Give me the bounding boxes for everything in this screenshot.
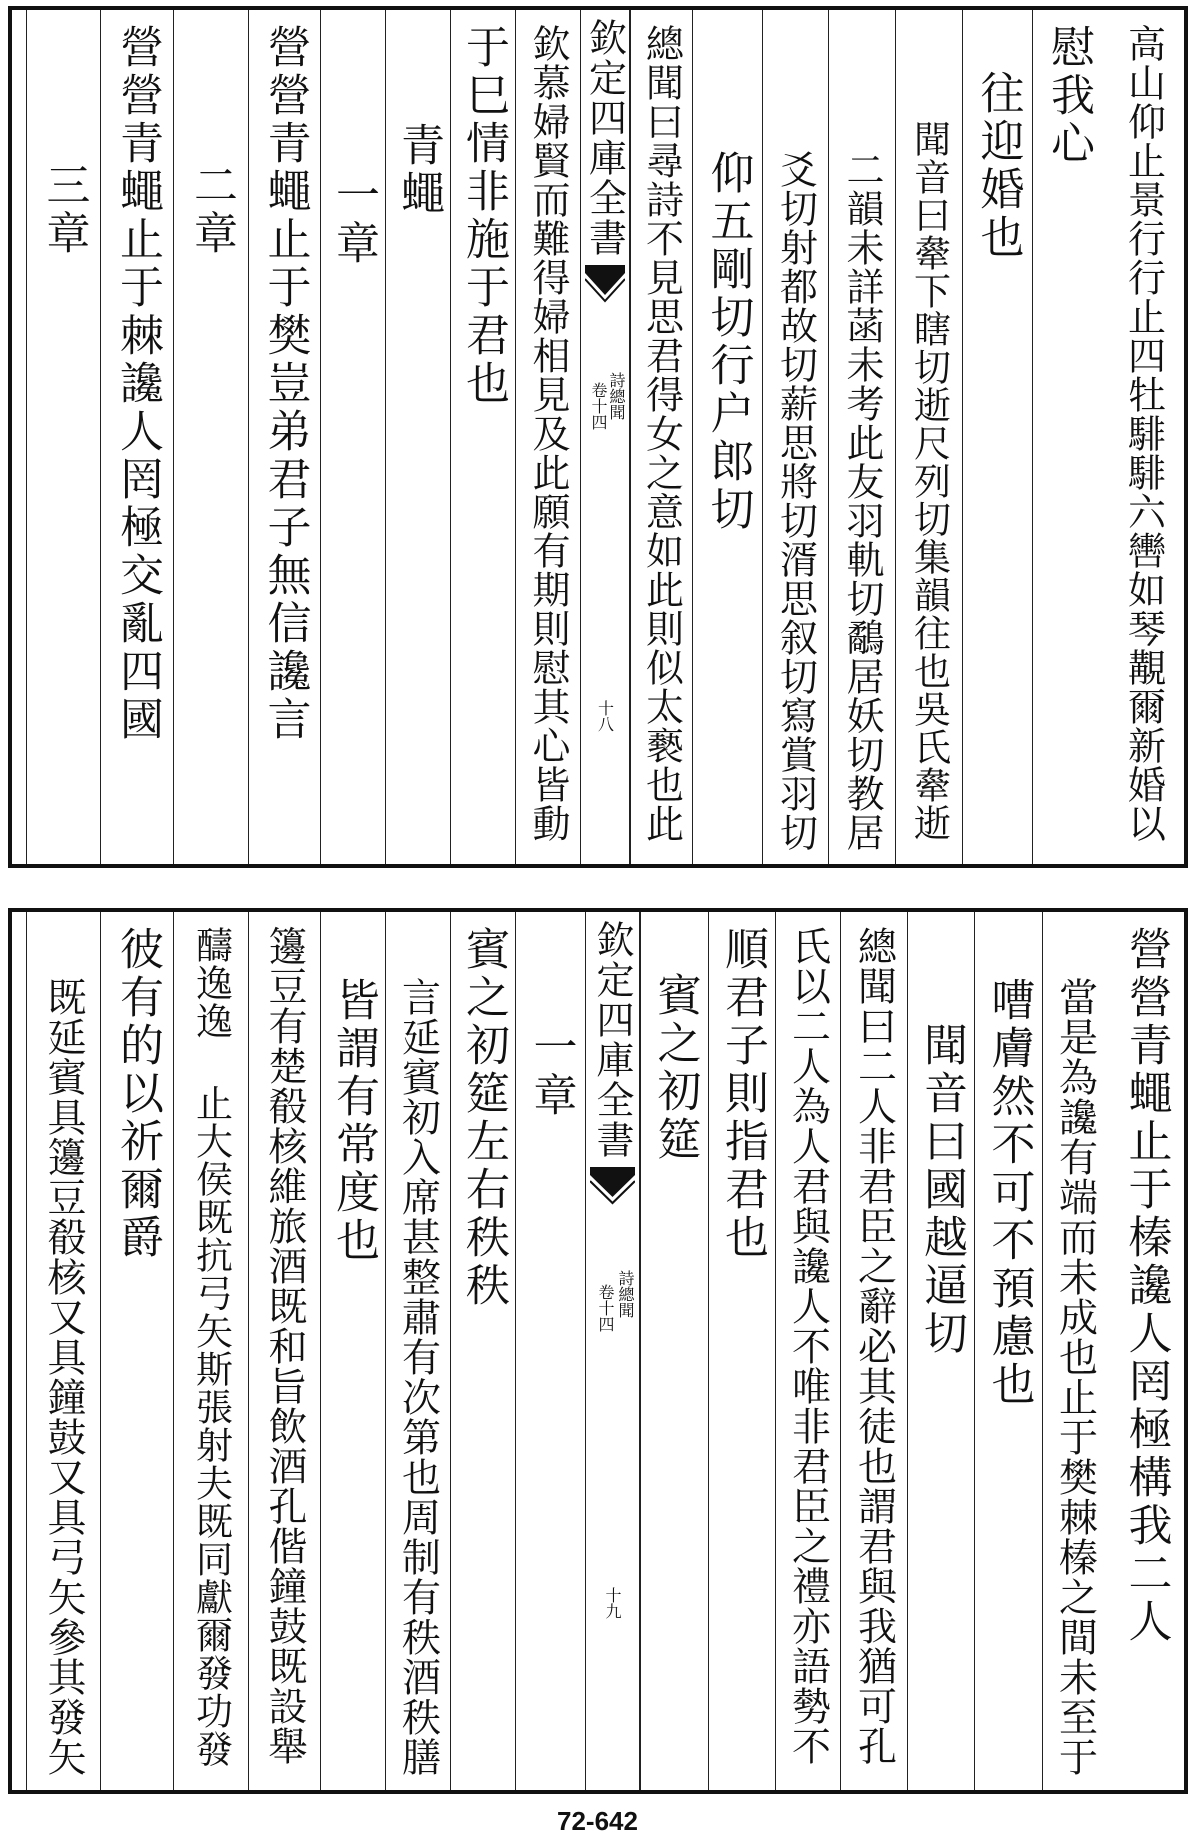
column-text: 于巳情非施于君也 bbox=[458, 24, 509, 408]
column-text: 總聞曰二人非君臣之辭必其徒也謂君與我猶可孔 bbox=[851, 926, 897, 1766]
text-column bbox=[828, 10, 895, 864]
book-name: 詩總聞 bbox=[616, 1270, 635, 1318]
column-text: 爻切射都故切薪思將切湑思叙切寫賞羽切 bbox=[773, 150, 818, 852]
text-column bbox=[385, 912, 450, 1790]
column-text: 總聞曰尋詩不見思君得女之意如此則似太褻也此 bbox=[639, 24, 684, 843]
text-column bbox=[1107, 912, 1184, 1790]
column-text: 營營青蠅止于榛讒人罔極構我二人 bbox=[1120, 926, 1172, 1646]
text-column bbox=[320, 10, 385, 864]
book-name: 詩總聞 bbox=[607, 372, 626, 420]
column-text: 一章 bbox=[525, 1024, 577, 1120]
text-column bbox=[907, 912, 974, 1790]
column-text: 二韻未詳菡未考此友羽軌切鷸居妖切教居 bbox=[840, 150, 884, 852]
book-title: 欽定四庫全書 bbox=[590, 920, 634, 1160]
column-text: 聞音曰舝下瞎切逝尺列切集韻往也吳氏舝逝 bbox=[907, 120, 951, 842]
page-panel-top bbox=[8, 6, 1188, 868]
text-column bbox=[320, 912, 385, 1790]
column-text: 皆謂有常度也 bbox=[328, 977, 379, 1265]
text-column bbox=[762, 10, 828, 864]
column-text: 言延賓初入席甚整肅有次第也周制有秩酒秩膳 bbox=[395, 977, 441, 1777]
column-text: 籩豆有楚殽核維旅酒既和旨飲酒孔偕鐘鼓既設舉 bbox=[262, 926, 307, 1766]
center-fold bbox=[585, 912, 640, 1790]
column-text: 當是為讒有端而未成也止于樊棘榛之間未至于 bbox=[1052, 977, 1098, 1777]
page-reference: 72-642 bbox=[557, 1806, 638, 1836]
text-column bbox=[100, 10, 173, 864]
column-text: 賓之初筵左右秩秩 bbox=[458, 926, 509, 1310]
column-text: 既延賓具籩豆殽核又具鐘鼓又具弓矢參其發矢 bbox=[41, 977, 86, 1777]
volume-label: 卷十四 bbox=[596, 1284, 615, 1332]
column-text: 嘈膚然不可不預慮也 bbox=[983, 977, 1035, 1409]
center-fold bbox=[580, 10, 630, 864]
page-number: 十九 bbox=[603, 1587, 622, 1619]
text-column bbox=[385, 10, 450, 864]
page-panel-bottom bbox=[8, 908, 1188, 1794]
column-text: 氏以二人為人君與讒人不唯非君臣之禮亦語勢不 bbox=[785, 926, 831, 1766]
text-column bbox=[1103, 10, 1184, 864]
text-column bbox=[692, 10, 762, 864]
text-column bbox=[974, 912, 1042, 1790]
column-text: 二章 bbox=[186, 162, 237, 258]
column-text: 聞音曰國越逼切 bbox=[916, 1022, 967, 1358]
column-text: 一章 bbox=[328, 172, 379, 268]
text-column bbox=[630, 10, 692, 864]
column-text: 仰五剛切行户郎切 bbox=[702, 150, 754, 534]
column-text: 營營青蠅止于棘讒人罔極交亂四國 bbox=[112, 24, 163, 744]
column-text: 順君子則指君也 bbox=[717, 926, 768, 1262]
text-column bbox=[248, 912, 320, 1790]
text-column bbox=[173, 912, 248, 1790]
text-column bbox=[173, 10, 248, 864]
text-column bbox=[515, 10, 580, 864]
text-column bbox=[708, 912, 775, 1790]
text-column bbox=[26, 10, 100, 864]
column-text: 營營青蠅止于樊豈弟君子無信讒言 bbox=[259, 24, 311, 744]
text-column bbox=[895, 10, 962, 864]
column-text: 醻逸逸 止大侯既抗弓矢斯張射夫既同獻爾發功發 bbox=[189, 926, 233, 1768]
text-column bbox=[450, 912, 515, 1790]
text-column bbox=[450, 10, 515, 864]
text-column bbox=[1042, 912, 1107, 1790]
column-text: 彼有的以祈爾爵 bbox=[112, 926, 163, 1262]
volume-label: 卷十四 bbox=[589, 382, 608, 430]
column-text: 三章 bbox=[38, 162, 90, 258]
column-text: 高山仰止景行行止四牡騑騑六轡如琴覯爾新婚以 bbox=[1121, 24, 1166, 843]
text-column bbox=[840, 912, 907, 1790]
column-text: 賓之初筵 bbox=[649, 972, 701, 1164]
text-column bbox=[100, 912, 173, 1790]
fish-tail-ornament bbox=[590, 1167, 635, 1205]
text-column bbox=[26, 912, 100, 1790]
text-column bbox=[515, 912, 585, 1790]
text-column bbox=[640, 912, 708, 1790]
text-column bbox=[775, 912, 840, 1790]
text-column bbox=[962, 10, 1032, 864]
column-text: 欽慕婦賢而難得婦相見及此願有期則慰其心皆動 bbox=[526, 24, 570, 843]
page-number: 十八 bbox=[595, 700, 615, 732]
column-text: 慰我心 bbox=[1043, 24, 1094, 168]
fish-tail-ornament bbox=[585, 265, 625, 303]
book-title: 欽定四庫全書 bbox=[582, 18, 627, 258]
column-text: 青蠅 bbox=[393, 122, 444, 218]
column-text: 往迎婚也 bbox=[972, 70, 1024, 262]
text-column bbox=[1032, 10, 1103, 864]
text-column bbox=[248, 10, 320, 864]
